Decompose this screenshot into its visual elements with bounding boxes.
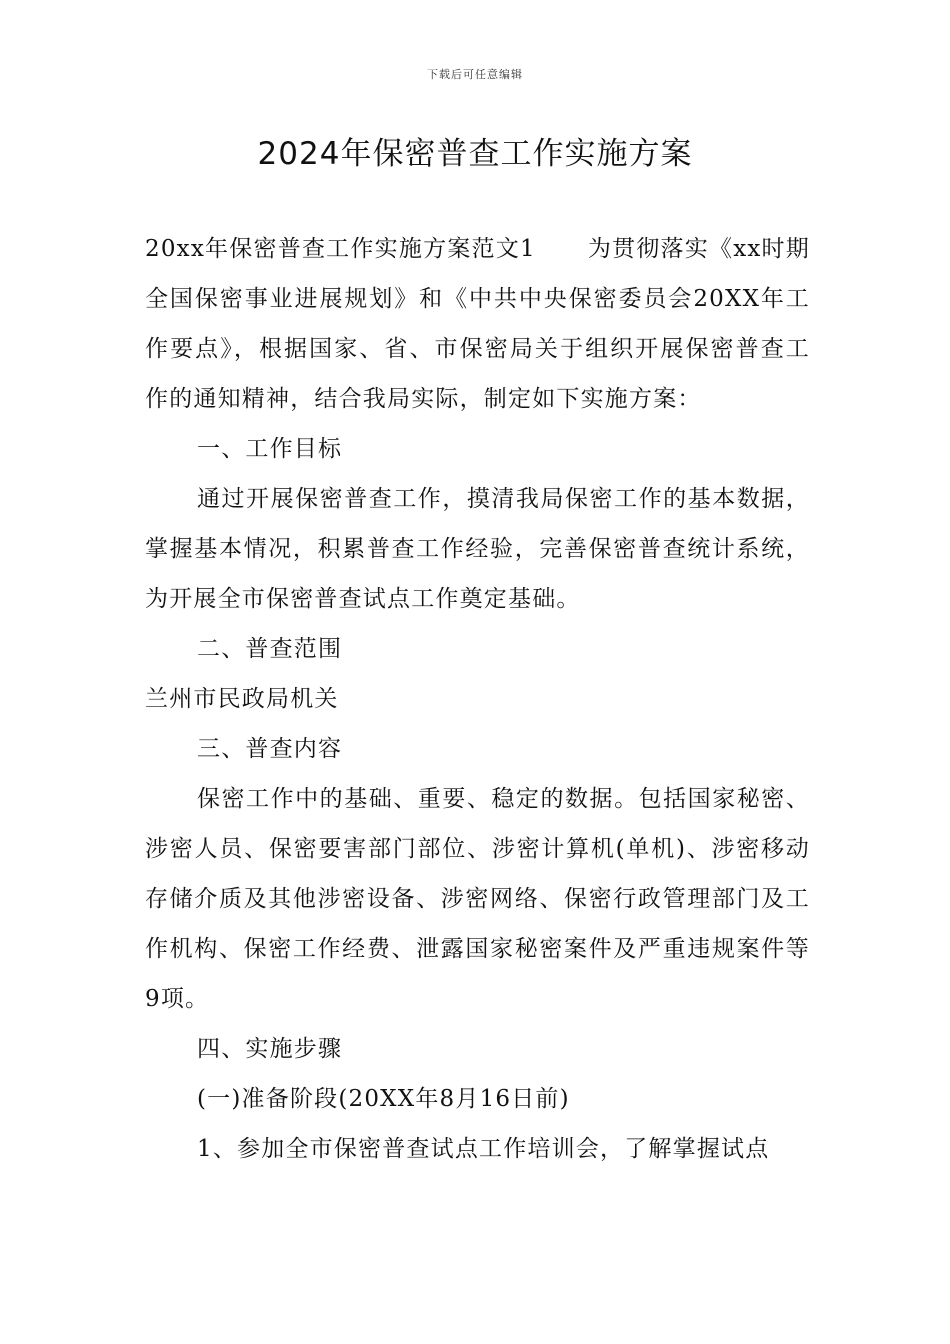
section-3-heading: 三、普查内容 — [197, 736, 343, 762]
section-4-subheading: (一)准备阶段(20XX年8月16日前) — [197, 1086, 570, 1112]
section-2-body: 兰州市民政局机关 — [145, 686, 339, 712]
intro-label: 20xx年保密普查工作实施方案范文1 — [145, 236, 536, 262]
document-body — [145, 224, 810, 1174]
document-title: 2024年保密普查工作实施方案 — [257, 136, 693, 172]
section-3-body: 保密工作中的基础、重要、稳定的数据。包括国家秘密、涉密人员、保密要害部门部位、涉密计算机(单机)、涉密移动存储介质及其他涉密设备、涉密网络、保密行政管理部门及工作机构、保密工作经费、泄露国家秘密案件及严重违规案件等9项。 — [145, 786, 810, 1012]
section-4-heading: 四、实施步骤 — [197, 1036, 343, 1062]
intro-text: 为贯彻落实《xx时期全国保密事业进展规划》和《中共中央保密委员会20XX年工作要点》，根据国家、省、市保密局关于组织开展保密普查工作的通知精神，结合我局实际，制定如下实施方案： — [145, 236, 810, 412]
section-1-body: 通过开展保密普查工作，摸清我局保密工作的基本数据，掌握基本情况，积累普查工作经验，完善保密普查统计系统，为开展全市保密普查试点工作奠定基础。 — [145, 486, 810, 612]
section-4-item-1: 1、参加全市保密普查试点工作培训会，了解掌握试点 — [197, 1136, 770, 1162]
intro-paragraph — [145, 224, 810, 424]
section-1-heading: 一、工作目标 — [197, 436, 343, 462]
header-note: 下载后可任意编辑 — [427, 68, 523, 81]
section-2-heading: 二、普查范围 — [197, 636, 343, 662]
